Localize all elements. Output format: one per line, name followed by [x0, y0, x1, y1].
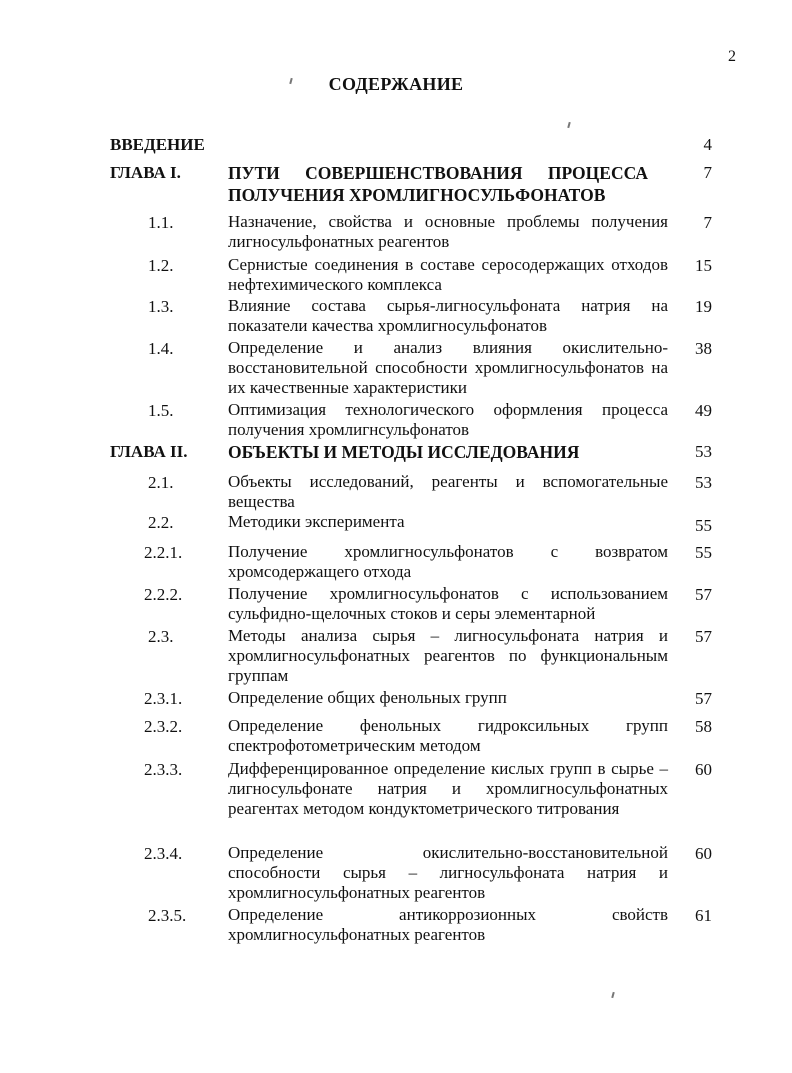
page-number: 2	[728, 48, 736, 65]
toc-entry-number: 2.3.5.	[148, 906, 187, 925]
toc-entry-page: 38	[695, 339, 712, 358]
toc-entry-title: Определение окислительно-восстановительной способности сырья – лигносульфоната натрия и хромлигносульфонатных реагентов	[228, 843, 668, 902]
toc-entry-page: 19	[695, 297, 712, 316]
toc-entry-page: 61	[695, 906, 712, 925]
toc-entry-page: 7	[703, 213, 712, 232]
toc-entry-number: 1.3.	[148, 297, 174, 316]
toc-entry-number: 2.2.	[148, 513, 174, 532]
toc-entry-title: Определение и анализ влияния окислительно-восстановительной способности хромлигносульфонатов на их качественные характеристики	[228, 338, 668, 397]
toc-entry-number: 2.3.	[148, 627, 174, 646]
toc-entry-title: Объекты исследований, реагенты и вспомогательные вещества	[228, 472, 668, 511]
toc-entry-page: 15	[695, 256, 712, 275]
toc-entry-page: 49	[695, 401, 712, 420]
toc-entry-title: Влияние состава сырья-лигносульфоната натрия на показатели качества хромлигносульфонатов	[228, 296, 668, 335]
toc-entry-page: 57	[695, 627, 712, 646]
toc-entry-title: Получение хромлигносульфонатов с возвратом хромсодержащего отхода	[228, 542, 668, 581]
toc-entry-number: 2.3.4.	[144, 844, 183, 863]
toc-entry-title: Сернистые соединения в составе серосодержащих отходов нефтехимического комплекса	[228, 255, 668, 294]
toc-entry-title: Оптимизация технологического оформления процесса получения хромлигнсульфонатов	[228, 400, 668, 439]
toc-entry-page: 4	[703, 135, 712, 154]
toc-entry-number: 2.2.1.	[144, 543, 183, 562]
toc-entry-title: Методики эксперимента	[228, 512, 405, 531]
toc-entry-title: Определение антикоррозионных свойств хромлигносульфонатных реагентов	[228, 905, 668, 944]
toc-entry-page: 53	[695, 473, 712, 492]
toc-entry-title: Определение фенольных гидроксильных групп спектрофотометрическим методом	[228, 716, 668, 755]
toc-entry-number: 2.3.3.	[144, 760, 183, 779]
toc-entry-page: 53	[695, 442, 712, 461]
toc-entry-title: Назначение, свойства и основные проблемы получения лигносульфонатных реагентов	[228, 212, 668, 251]
toc-entry-number: 2.2.2.	[144, 585, 183, 604]
toc-entry-page: 57	[695, 689, 712, 708]
toc-entry-number: 2.3.1.	[144, 689, 183, 708]
toc-entry-number: ГЛАВА I.	[110, 163, 181, 182]
toc-entry-page: 60	[695, 844, 712, 863]
toc-entry-page: 60	[695, 760, 712, 779]
toc-entry-page: 55	[695, 543, 712, 562]
scan-speck	[611, 992, 614, 998]
toc-entry-title: Дифференцированное определение кислых групп в сырье – лигносульфонате натрия и хромлигносульфонатных реагентах методом кондуктометрического титрования	[228, 759, 668, 818]
toc-entry-title: Определение общих фенольных групп	[228, 688, 507, 707]
scan-speck	[567, 122, 570, 128]
toc-entry-page: 58	[695, 717, 712, 736]
toc-entry-number: ГЛАВА II.	[110, 442, 188, 461]
toc-entry-number: ВВЕДЕНИЕ	[110, 135, 205, 154]
toc-entry-page: 55	[695, 516, 712, 535]
toc-entry-number: 1.2.	[148, 256, 174, 275]
toc-entry-title: Получение хромлигносульфонатов с использованием сульфидно-щелочных стоков и серы элементарной	[228, 584, 668, 623]
toc-entry-title: ОБЪЕКТЫ И МЕТОДЫ ИССЛЕДОВАНИЯ	[228, 442, 580, 462]
toc-entry-page: 7	[703, 163, 712, 182]
toc-entry-number: 2.1.	[148, 473, 174, 492]
page-title: СОДЕРЖАНИЕ	[328, 74, 464, 94]
toc-entry-number: 1.4.	[148, 339, 174, 358]
toc-entry-number: 1.1.	[148, 213, 174, 232]
toc-entry-number: 1.5.	[148, 401, 174, 420]
toc-entry-number: 2.3.2.	[144, 717, 183, 736]
toc-entry-page: 57	[695, 585, 712, 604]
toc-entry-title: ПУТИ СОВЕРШЕНСТВОВАНИЯ ПРОЦЕССА ПОЛУЧЕНИЯ ХРОМЛИГНОСУЛЬФОНАТОВ	[228, 163, 648, 205]
toc-entry-title: Методы анализа сырья – лигносульфоната натрия и хромлигносульфонатных реагентов по функциональным группам	[228, 626, 668, 685]
